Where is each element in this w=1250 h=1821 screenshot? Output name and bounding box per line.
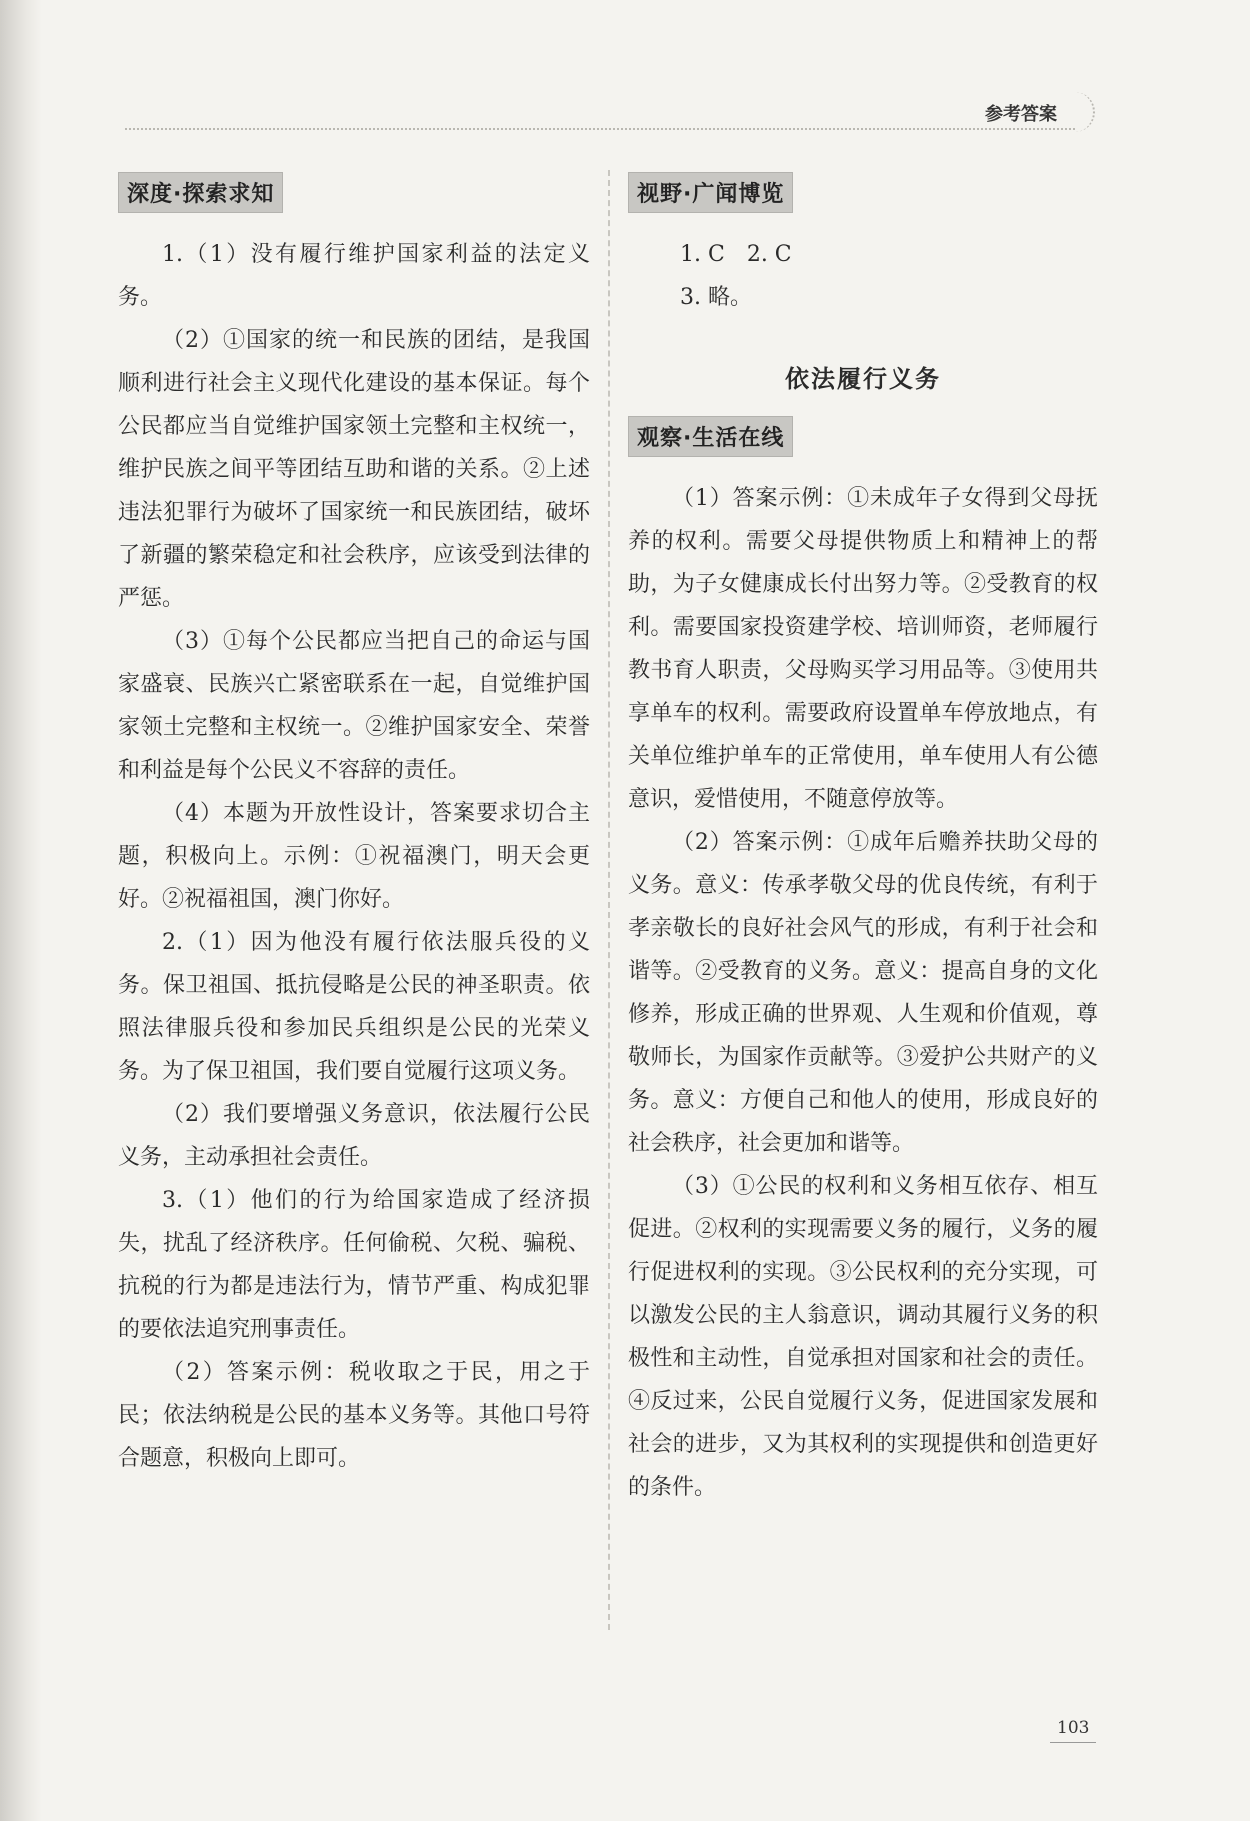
answer-paragraph: 2.（1）因为他没有履行依法服兵役的义务。保卫祖国、抵抗侵略是公民的神圣职责。依照法律服兵役和参加民兵组织是公民的光荣义务。为了保卫祖国，我们要自觉履行这项义务。	[118, 930, 590, 1084]
binding-edge	[0, 0, 42, 1821]
answer-paragraph: （2）答案示例：①成年后赡养扶助父母的义务。意义：传承孝敬父母的优良传统，有利于孝亲敬长的良好社会风气的形成，有利于社会和谐等。②受教育的义务。意义：提高自身的文化修养，形成正确的世界观、人生观和价值观，尊敬师长，为国家作贡献等。③爱护公共财产的义务。意义：方便自己和他人的使用，形成良好的社会秩序，社会更加和谐等。	[628, 830, 1098, 1156]
section-label-depth: 深度·探索求知	[118, 172, 283, 213]
answer-paragraph: 3.（1）他们的行为给国家造成了经济损失，扰乱了经济秩序。任何偷税、欠税、骗税、抗税的行为都是违法行为，情节严重、构成犯罪的要依法追究刑事责任。	[118, 1188, 590, 1342]
answer-paragraph: （3）①每个公民都应当把自己的命运与国家盛衰、民族兴亡紧密联系在一起，自觉维护国家领土完整和主权统一。②维护国家安全、荣誉和利益是每个公民义不容辞的责任。	[118, 629, 590, 783]
answer-paragraph: （1）答案示例：①未成年子女得到父母抚养的权利。需要父母提供物质上和精神上的帮助，为子女健康成长付出努力等。②受教育的权利。需要国家投资建学校、培训师资，老师履行教书育人职责，父母购买学习用品等。③使用共享单车的权利。需要政府设置单车停放地点，有关单位维护单车的正常使用，单车使用人有公德意识，爱惜使用，不随意停放等。	[628, 486, 1098, 812]
answer-paragraph: （4）本题为开放性设计，答案要求切合主题，积极向上。示例：①祝福澳门，明天会更好。②祝福祖国，澳门你好。	[118, 801, 590, 912]
answer-paragraph: （2）①国家的统一和民族的团结，是我国顺利进行社会主义现代化建设的基本保证。每个公民都应当自觉维护国家领土完整和主权统一，维护民族之间平等团结互助和谐的关系。②上述违法犯罪行为破坏了国家统一和民族团结，破坏了新疆的繁荣稳定和社会秩序，应该受到法律的严惩。	[118, 328, 590, 611]
right-column	[628, 172, 1098, 1509]
answer-paragraph: 1.（1）没有履行维护国家利益的法定义务。	[118, 242, 590, 310]
answer-paragraph: （2）我们要增强义务意识，依法履行公民义务，主动承担社会责任。	[118, 1102, 590, 1170]
header-title: 参考答案	[985, 104, 1057, 125]
column-divider	[608, 170, 610, 1630]
page-number: 103	[1057, 1718, 1090, 1738]
section-heading: 依法履行义务	[785, 365, 941, 393]
answer-omitted: 3. 略。	[680, 285, 752, 310]
section-label-observe: 观察·生活在线	[628, 416, 793, 457]
header-rule	[125, 128, 1075, 130]
section-label-vision: 视野·广闻博览	[628, 172, 793, 213]
page-number-rule	[1050, 1742, 1096, 1743]
answer-paragraph: （3）①公民的权利和义务相互依存、相互促进。②权利的实现需要义务的履行，义务的履行促进权利的实现。③公民权利的充分实现，可以激发公民的主人翁意识，调动其履行义务的积极性和主动性，自觉承担对国家和社会的责任。④反过来，公民自觉履行义务，促进国家发展和社会的进步，又为其权利的实现提供和创造更好的条件。	[628, 1174, 1098, 1500]
choice-answers: 1. C 2. C	[680, 242, 792, 267]
left-column	[118, 172, 590, 1480]
answer-paragraph: （2）答案示例：税收取之于民，用之于民；依法纳税是公民的基本义务等。其他口号符合题意，积极向上即可。	[118, 1360, 590, 1471]
